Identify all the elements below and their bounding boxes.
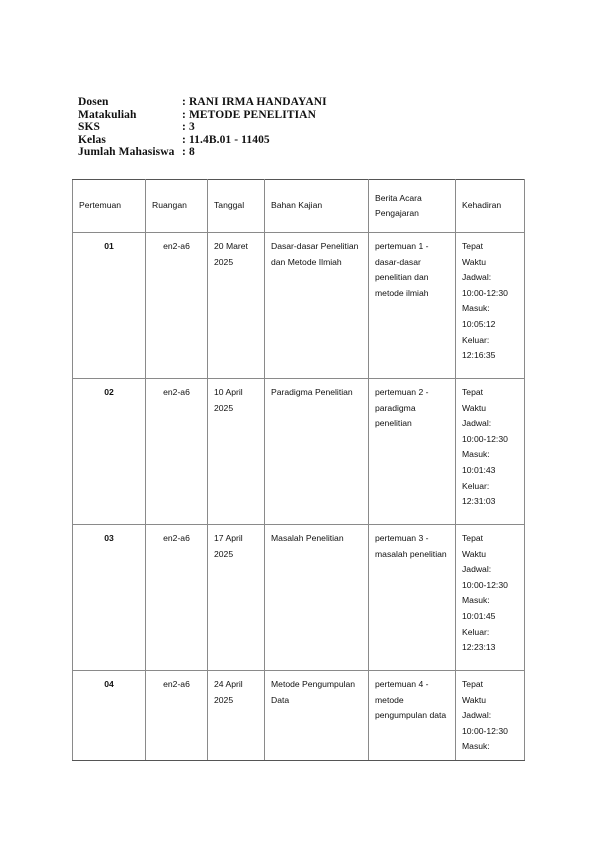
cell-bahan-kajian: Masalah Penelitian: [265, 525, 369, 671]
cell-pertemuan: 03: [73, 525, 146, 671]
column-header-ruangan: Ruangan: [146, 180, 208, 233]
cell-pertemuan: 02: [73, 379, 146, 525]
info-label: SKS: [78, 121, 101, 133]
kehadiran-line: Waktu: [462, 694, 487, 705]
kehadiran-line: 10:00-12:30: [462, 433, 508, 444]
kehadiran-line: Masuk:: [462, 741, 490, 752]
cell-tanggal: 24 April 2025: [208, 671, 265, 761]
kehadiran-line: 10:05:12: [462, 318, 496, 329]
info-separator: :: [182, 146, 186, 158]
cell-ruangan: en2-a6: [146, 233, 208, 379]
kehadiran-line: 12:23:13: [462, 642, 496, 653]
cell-kehadiran: [456, 233, 525, 379]
cell-ruangan: en2-a6: [146, 379, 208, 525]
info-value: 8: [188, 146, 195, 158]
table-row: [73, 379, 525, 525]
cell-pertemuan: 01: [73, 233, 146, 379]
info-label: Dosen: [78, 96, 109, 108]
kehadiran-line: Keluar:: [462, 334, 490, 345]
kehadiran-line: 12:16:35: [462, 350, 496, 361]
cell-ruangan: en2-a6: [146, 525, 208, 671]
info-value: RANI IRMA HANDAYANI: [188, 96, 327, 108]
info-separator: :: [182, 121, 186, 133]
info-value: 3: [188, 121, 195, 133]
info-row-jumlah-mahasiswa: [78, 146, 327, 159]
table-header-row: [73, 180, 525, 233]
cell-bahan-kajian: Metode Pengumpulan Data: [265, 671, 369, 761]
column-header-tanggal: Tanggal: [208, 180, 265, 233]
table-row: [73, 671, 525, 761]
kehadiran-line: Jadwal:: [462, 272, 492, 283]
cell-tanggal: 10 April 2025: [208, 379, 265, 525]
info-value: 11.4B.01 - 11405: [188, 133, 270, 146]
kehadiran-line: Jadwal:: [462, 564, 492, 575]
info-row-sks: [78, 121, 327, 134]
info-row-matakuliah: [78, 109, 327, 122]
column-header-pertemuan: Pertemuan: [73, 180, 146, 233]
kehadiran-line: 12:31:03: [462, 496, 496, 507]
table-row: [73, 525, 525, 671]
attendance-table: [72, 179, 525, 761]
kehadiran-line: Tepat: [462, 387, 484, 397]
cell-kehadiran: [456, 671, 525, 761]
info-value: METODE PENELITIAN: [188, 108, 316, 121]
kehadiran-line: 10:00-12:30: [462, 287, 508, 298]
kehadiran-line: Tepat: [462, 533, 484, 543]
kehadiran-line: Waktu: [462, 548, 487, 559]
cell-bahan-kajian: Paradigma Penelitian: [265, 379, 369, 525]
cell-berita-acara: pertemuan 4 - metode pengumpulan data: [369, 671, 456, 761]
column-header-kehadiran: Kehadiran: [456, 180, 525, 233]
kehadiran-line: Jadwal:: [462, 418, 492, 429]
cell-ruangan: en2-a6: [146, 671, 208, 761]
kehadiran-line: Tepat: [462, 679, 484, 689]
cell-pertemuan: 04: [73, 671, 146, 761]
kehadiran-line: 10:00-12:30: [462, 579, 508, 590]
cell-berita-acara: pertemuan 3 - masalah penelitian: [369, 525, 456, 671]
cell-kehadiran: [456, 379, 525, 525]
info-label: Jumlah Mahasiswa: [78, 146, 175, 158]
cell-tanggal: 17 April 2025: [208, 525, 265, 671]
info-label: Kelas: [78, 133, 106, 146]
kehadiran-line: Jadwal:: [462, 710, 492, 721]
kehadiran-line: Masuk:: [462, 303, 490, 314]
info-separator: :: [182, 108, 186, 121]
cell-bahan-kajian: Dasar-dasar Penelitian dan Metode Ilmiah: [265, 233, 369, 379]
cell-berita-acara: pertemuan 1 - dasar-dasar penelitian dan metode ilmiah: [369, 233, 456, 379]
info-separator: :: [182, 133, 186, 146]
kehadiran-line: 10:00-12:30: [462, 725, 508, 736]
info-row-dosen: [78, 96, 327, 109]
kehadiran-line: Keluar:: [462, 626, 490, 637]
column-header-berita-acara: Berita Acara Pengajaran: [369, 180, 456, 233]
kehadiran-line: Masuk:: [462, 595, 490, 606]
info-separator: :: [182, 96, 186, 108]
cell-kehadiran: [456, 525, 525, 671]
kehadiran-line: 10:01:45: [462, 610, 496, 621]
info-row-kelas: [78, 134, 327, 147]
kehadiran-line: 10:01:43: [462, 464, 496, 475]
kehadiran-line: Waktu: [462, 256, 487, 267]
cell-berita-acara: pertemuan 2 - paradigma penelitian: [369, 379, 456, 525]
course-info-header: [78, 96, 327, 159]
info-label: Matakuliah: [78, 108, 137, 121]
column-header-bahan-kajian: Bahan Kajian: [265, 180, 369, 233]
kehadiran-line: Tepat: [462, 241, 484, 251]
kehadiran-line: Keluar:: [462, 480, 490, 491]
kehadiran-line: Waktu: [462, 402, 487, 413]
kehadiran-line: Masuk:: [462, 449, 490, 460]
cell-tanggal: 20 Maret 2025: [208, 233, 265, 379]
table-row: [73, 233, 525, 379]
